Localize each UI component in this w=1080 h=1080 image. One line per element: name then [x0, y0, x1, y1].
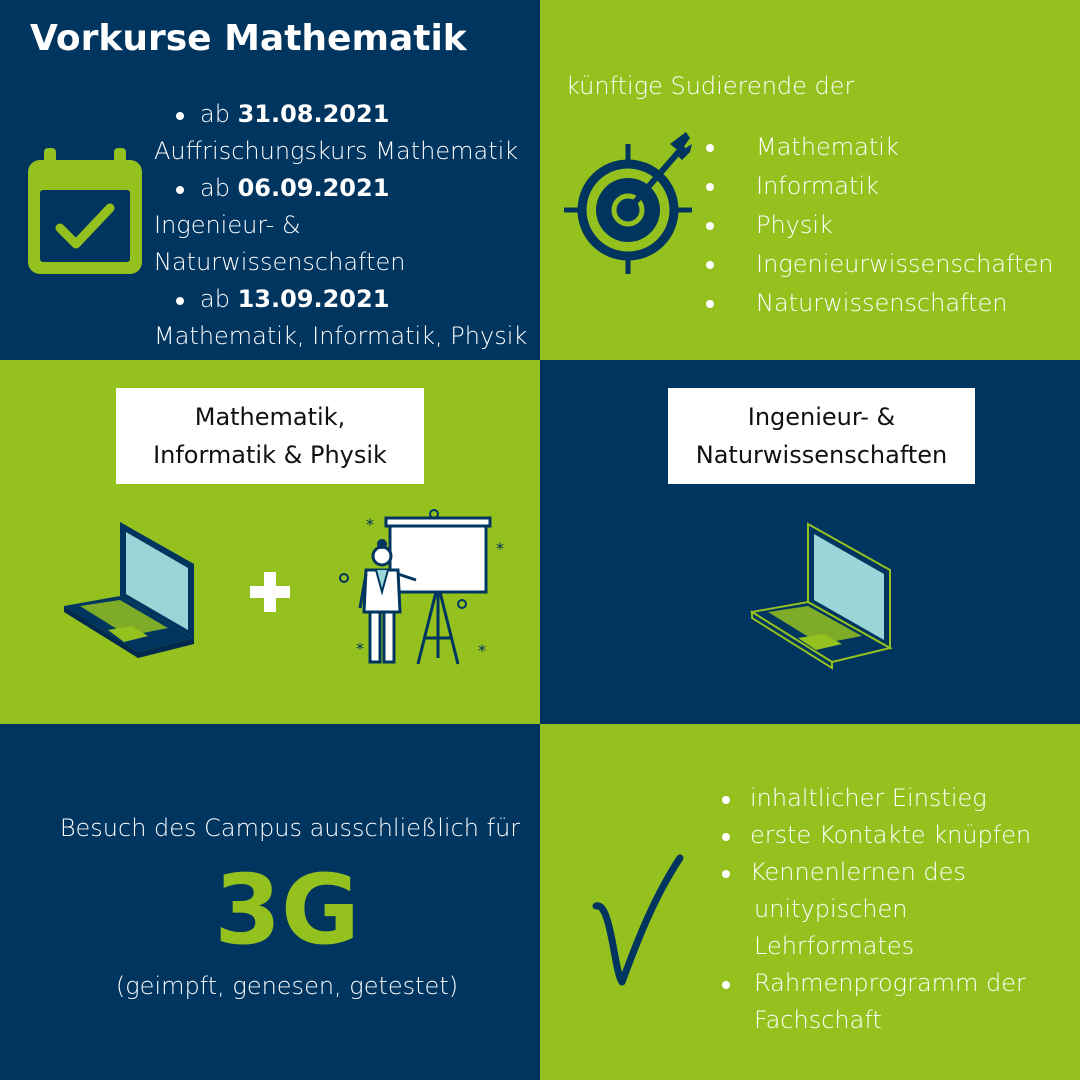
benefit-list	[720, 780, 1031, 1039]
benefit-item: inhaltlicher Einstieg	[720, 780, 1031, 817]
schedule-panel	[0, 0, 540, 360]
svg-text:*: *	[366, 515, 374, 534]
math-track-panel	[0, 360, 540, 724]
math-track-label-line1: Mathematik,	[194, 403, 346, 431]
schedule-list	[154, 96, 527, 355]
schedule-desc-2a: Ingenieur- &	[154, 211, 301, 239]
benefit-item-cont: Fachschaft	[754, 1006, 882, 1034]
schedule-desc-2b: Naturwissenschaften	[154, 248, 406, 276]
campus-rule-detail: (geimpft, genesen, getestet)	[115, 972, 459, 1000]
campus-rule: 3G	[214, 854, 360, 966]
schedule-date-3: ab 13.09.2021	[154, 281, 527, 318]
calendar-check-icon	[26, 146, 144, 276]
subject-item: Naturwissenschaften	[706, 284, 1054, 323]
checkmark-icon	[588, 850, 688, 986]
schedule-desc-3: Mathematik, Informatik, Physik	[154, 322, 528, 350]
subject-item: Ingenieurwissenschaften	[706, 245, 1054, 284]
engineering-track-label	[668, 388, 975, 484]
audience-panel	[540, 0, 1080, 360]
engineering-track-panel	[540, 360, 1080, 724]
subject-list	[706, 128, 1054, 323]
benefits-panel	[540, 724, 1080, 1080]
target-arrow-icon	[562, 130, 694, 276]
engineering-track-label-line2: Naturwissenschaften	[695, 441, 948, 469]
page-title: Vorkurse Mathematik	[30, 18, 467, 59]
math-track-label-line2: Informatik & Physik	[153, 441, 387, 469]
schedule-desc-1: Auffrischungskurs Mathematik	[154, 137, 519, 165]
audience-intro: künftige Sudierende der	[566, 72, 855, 100]
teacher-whiteboard-icon	[336, 508, 516, 668]
schedule-date-1: ab 31.08.2021	[154, 96, 527, 133]
benefit-item-cont: unitypischen	[754, 895, 908, 923]
benefit-item-cont: Lehrformates	[754, 932, 915, 960]
plus-icon	[250, 572, 290, 612]
benefit-item: erste Kontakte knüpfen	[720, 817, 1031, 854]
subject-item: Mathematik	[706, 128, 1054, 167]
svg-text:*: *	[478, 641, 486, 660]
math-track-label	[116, 388, 424, 484]
benefit-item: Kennenlernen des	[720, 854, 1031, 891]
schedule-date-2: ab 06.09.2021	[154, 170, 527, 207]
laptop-icon	[62, 518, 200, 660]
campus-intro: Besuch des Campus ausschließlich für	[59, 814, 521, 842]
subject-item: Informatik	[706, 167, 1054, 206]
benefit-item: Rahmenprogramm der	[720, 965, 1031, 1002]
subject-item: Physik	[706, 206, 1054, 245]
svg-text:*: *	[356, 639, 364, 658]
campus-rule-panel	[0, 724, 540, 1080]
engineering-track-label-line1: Ingenieur- &	[747, 403, 896, 431]
svg-text:*: *	[496, 539, 504, 558]
laptop-icon	[750, 520, 894, 670]
